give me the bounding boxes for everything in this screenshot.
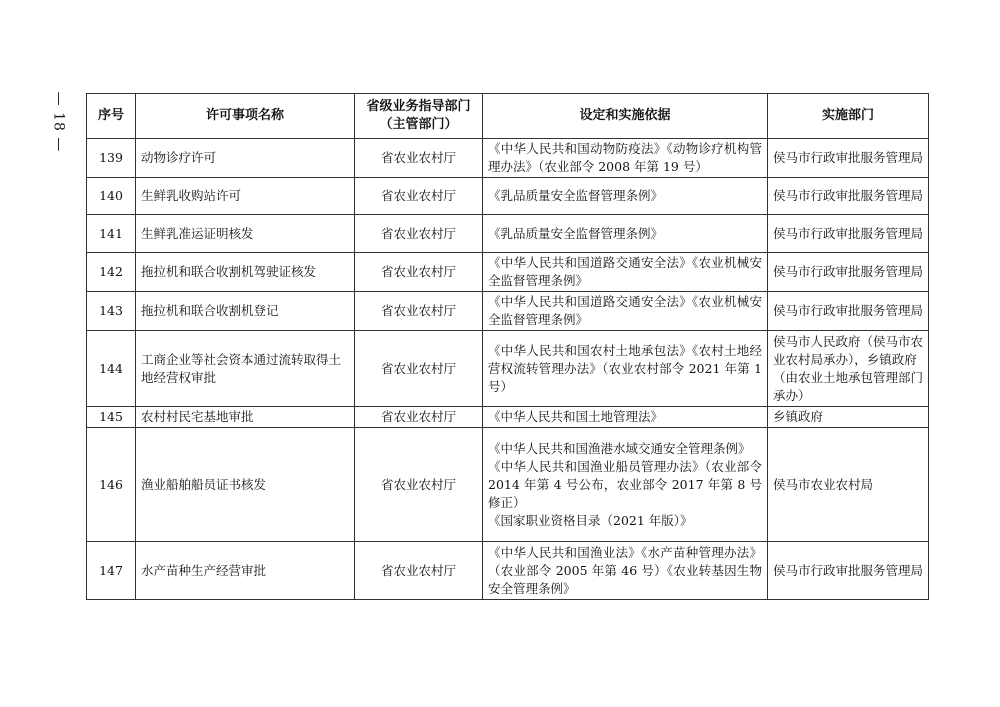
row-guiding-dept: 省农业农村厅	[355, 407, 483, 428]
page-number-text: — 18 —	[50, 91, 66, 153]
row-item-name: 水产苗种生产经营审批	[136, 542, 355, 600]
row-number: 146	[87, 428, 136, 542]
row-number: 142	[87, 253, 136, 292]
row-number: 140	[87, 178, 136, 215]
row-guiding-dept: 省农业农村厅	[355, 428, 483, 542]
row-item-name: 渔业船舶船员证书核发	[136, 428, 355, 542]
row-legal-basis: 《中华人民共和国渔业法》《水产苗种管理办法》（农业部令 2005 年第 46 号）《农业转基因生物安全管理条例》	[483, 542, 768, 600]
permit-table	[86, 93, 929, 600]
row-guiding-dept: 省农业农村厅	[355, 331, 483, 407]
row-item-name: 拖拉机和联合收割机登记	[136, 292, 355, 331]
row-number: 143	[87, 292, 136, 331]
row-guiding-dept: 省农业农村厅	[355, 253, 483, 292]
table-row	[87, 215, 929, 253]
table-row	[87, 178, 929, 215]
header-legal-basis: 设定和实施依据	[483, 94, 768, 139]
row-item-name: 生鲜乳准运证明核发	[136, 215, 355, 253]
header-guiding-dept: 省级业务指导部门 （主管部门）	[355, 94, 483, 139]
table-row	[87, 292, 929, 331]
row-implementing-dept: 侯马市行政审批服务管理局	[768, 542, 929, 600]
table-row	[87, 542, 929, 600]
row-item-name: 生鲜乳收购站许可	[136, 178, 355, 215]
row-legal-basis: 《中华人民共和国道路交通安全法》《农业机械安全监督管理条例》	[483, 292, 768, 331]
row-number: 139	[87, 139, 136, 178]
row-implementing-dept: 侯马市农业农村局	[768, 428, 929, 542]
row-implementing-dept: 侯马市行政审批服务管理局	[768, 215, 929, 253]
row-guiding-dept: 省农业农村厅	[355, 542, 483, 600]
page-number	[46, 92, 70, 152]
row-number: 144	[87, 331, 136, 407]
header-serial: 序号	[87, 94, 136, 139]
header-implementing-dept: 实施部门	[768, 94, 929, 139]
header-item-name: 许可事项名称	[136, 94, 355, 139]
row-guiding-dept: 省农业农村厅	[355, 215, 483, 253]
row-implementing-dept: 侯马市行政审批服务管理局	[768, 253, 929, 292]
row-implementing-dept: 侯马市行政审批服务管理局	[768, 292, 929, 331]
row-item-name: 农村村民宅基地审批	[136, 407, 355, 428]
row-legal-basis: 《中华人民共和国渔港水域交通安全管理条例》 《中华人民共和国渔业船员管理办法》（农业部令 2014 年第 4 号公布，农业部令 2017 年第 8 号修正） 《国家职业资格目录（2021 年版）》	[483, 428, 768, 542]
row-implementing-dept: 乡镇政府	[768, 407, 929, 428]
row-item-name: 动物诊疗许可	[136, 139, 355, 178]
table-header-row	[87, 94, 929, 139]
row-item-name: 拖拉机和联合收割机驾驶证核发	[136, 253, 355, 292]
row-legal-basis: 《中华人民共和国土地管理法》	[483, 407, 768, 428]
row-implementing-dept: 侯马市行政审批服务管理局	[768, 139, 929, 178]
row-number: 145	[87, 407, 136, 428]
row-legal-basis: 《中华人民共和国道路交通安全法》《农业机械安全监督管理条例》	[483, 253, 768, 292]
row-legal-basis: 《乳品质量安全监督管理条例》	[483, 178, 768, 215]
row-number: 147	[87, 542, 136, 600]
table-row	[87, 253, 929, 292]
row-legal-basis: 《中华人民共和国动物防疫法》《动物诊疗机构管理办法》（农业部令 2008 年第 19 号）	[483, 139, 768, 178]
row-implementing-dept: 侯马市行政审批服务管理局	[768, 178, 929, 215]
row-legal-basis: 《乳品质量安全监督管理条例》	[483, 215, 768, 253]
row-legal-basis: 《中华人民共和国农村土地承包法》《农村土地经营权流转管理办法》（农业农村部令 2021 年第 1 号）	[483, 331, 768, 407]
table-row	[87, 139, 929, 178]
table-row	[87, 407, 929, 428]
table-row	[87, 428, 929, 542]
row-guiding-dept: 省农业农村厅	[355, 178, 483, 215]
row-guiding-dept: 省农业农村厅	[355, 139, 483, 178]
row-implementing-dept: 侯马市人民政府（侯马市农业农村局承办），乡镇政府（由农业土地承包管理部门承办）	[768, 331, 929, 407]
table-row	[87, 331, 929, 407]
row-item-name: 工商企业等社会资本通过流转取得土地经营权审批	[136, 331, 355, 407]
row-number: 141	[87, 215, 136, 253]
row-guiding-dept: 省农业农村厅	[355, 292, 483, 331]
